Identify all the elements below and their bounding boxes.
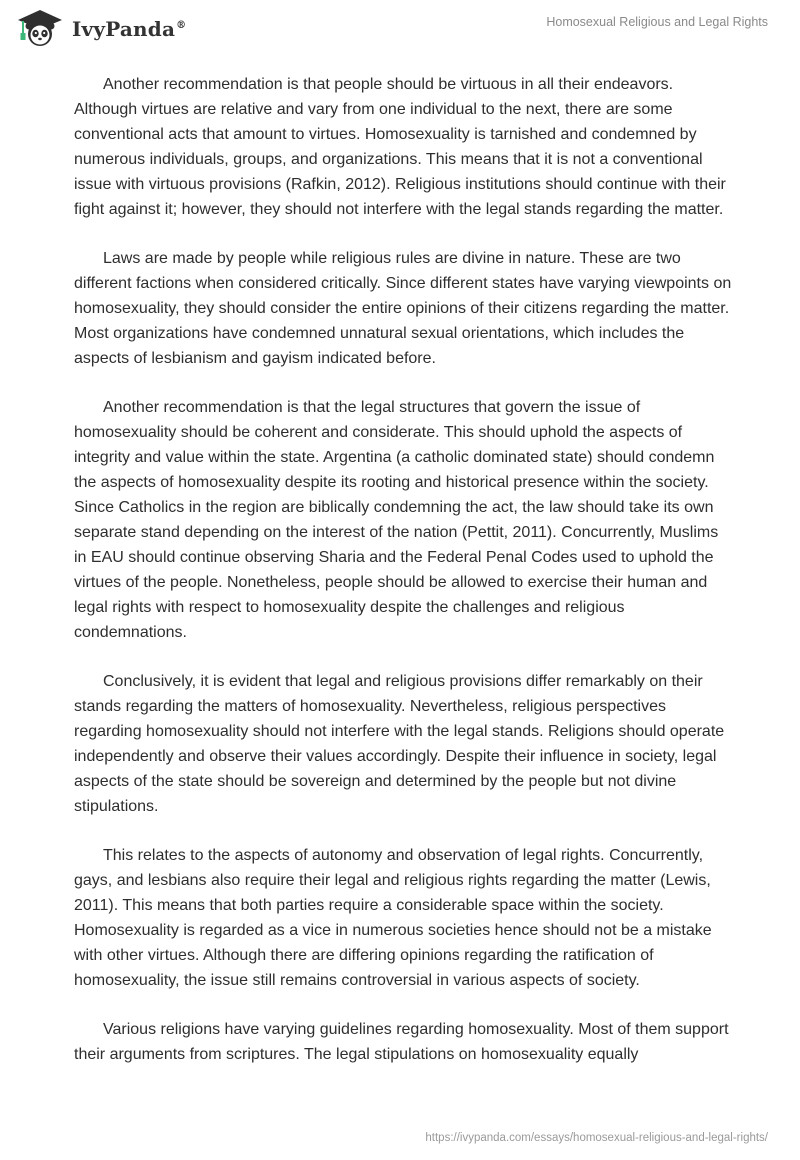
panda-graduate-icon — [14, 8, 66, 48]
logo-wordmark — [72, 17, 186, 41]
source-url[interactable]: https://ivypanda.com/essays/homosexual-religious-and-legal-rights/ — [425, 1132, 768, 1144]
ivypanda-logo[interactable] — [14, 8, 186, 48]
paragraph: Conclusively, it is evident that legal and religious provisions differ remarkably on their stands regarding the matters of homosexuality. Nevertheless, religious perspectives regarding homosexuality should not interfere with the legal stands. Religions should operate independently and observe their values accordingly. Despite their influence in society, legal aspects of the state should be sovereign and determined by the people but not divine stipulations. — [74, 673, 725, 815]
brand-name: IvyPanda — [72, 17, 176, 41]
document-title: Homosexual Religious and Legal Rights — [546, 15, 768, 29]
paragraph: Another recommendation is that the legal structures that govern the issue of homosexuality should be coherent and considerate. This should uphold the aspects of integrity and value within the state. Argentina (a catholic dominated state) should condemn the aspects of homosexuality despite its rooting and historical presence within the society. Since Catholics in the region are biblically condemning the act, the law should take its own separate stand depending on the interest of the nation (Pettit, 2011). Concurrently, Muslims in EAU should continue observing Sharia and the Federal Penal Codes used to uphold the virtues of the people. Nonetheless, people should be allowed to exercise their human and legal rights with respect to homosexuality despite the challenges and religious condemnations. — [74, 399, 719, 641]
paragraph: Another recommendation is that people should be virtuous in all their endeavors. Although virtues are relative and vary from one individual to the next, there are some conventional acts that amount to virtues. Homosexuality is tarnished and condemned by numerous individuals, groups, and organizations. This means that it is not a conventional issue with virtuous provisions (Rafkin, 2012). Religious institutions should continue with their fight against it; however, they should not interfere with the legal stands regarding the matter. — [74, 76, 726, 218]
registered-mark: ® — [176, 20, 187, 32]
paragraph: This relates to the aspects of autonomy and observation of legal rights. Concurrently, gays, and lesbians also require their legal and religious rights regarding the matter (Lewis, 2011). This means that both parties require a considerable space within the society. Homosexuality is regarded as a vice in numerous societies hence should not be a mistake with other virtues. Although there are differing opinions regarding the ratification of homosexuality, the issue still remains controversial in various aspects of society. — [74, 847, 712, 989]
paragraph: Laws are made by people while religious rules are divine in nature. These are two different factions when considered critically. Since different states have varying viewpoints on homosexuality, they should consider the entire opinions of their citizens regarding the matter. Most organizations have condemned unnatural sexual orientations, which includes the aspects of lesbianism and gayism indicated before. — [74, 250, 732, 367]
essay-body — [74, 72, 734, 1091]
page-header — [0, 0, 800, 60]
paragraph: Various religions have varying guidelines regarding homosexuality. Most of them support their arguments from scriptures. The legal stipulations on homosexuality equally — [74, 1021, 729, 1063]
